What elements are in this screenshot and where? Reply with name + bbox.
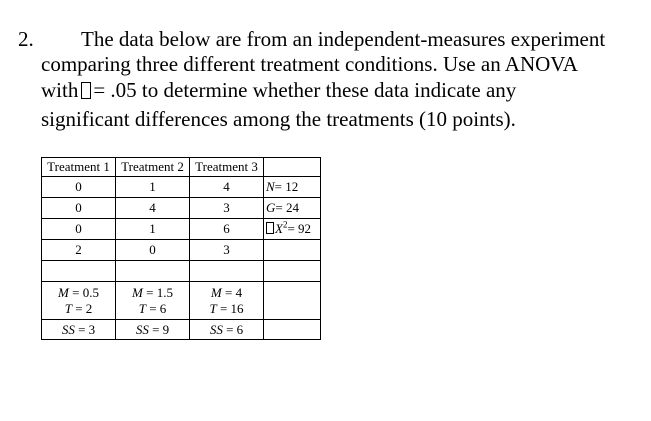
total-treatment-3 (190, 301, 263, 317)
total-label: T (138, 300, 146, 316)
ss-label: SS (61, 321, 75, 337)
stat-x-value: = 92 (287, 221, 312, 236)
ss-treatment-3 (190, 320, 264, 340)
stat-g-value: = 24 (275, 200, 299, 215)
mean-label: M (132, 284, 143, 300)
stat-n-label: N (266, 179, 275, 194)
question-line-3 (41, 78, 516, 102)
table-cell: 3 (190, 198, 264, 219)
data-table (41, 157, 321, 340)
table-cell: 0 (116, 240, 190, 261)
stat-g-label: G (266, 200, 276, 215)
total-value: = 6 (149, 300, 167, 316)
ss-value: = 6 (226, 321, 244, 337)
mean-value: = 4 (225, 284, 243, 300)
mean-treatment-3 (190, 285, 263, 301)
table-row (42, 240, 321, 261)
summary-treatment-1 (42, 282, 116, 320)
table-cell: 1 (116, 219, 190, 240)
mean-treatment-1 (42, 285, 115, 301)
table-cell: 0 (42, 219, 116, 240)
ss-value: = 9 (152, 321, 170, 337)
header-empty (264, 158, 321, 177)
header-treatment-1: Treatment 1 (42, 158, 116, 177)
table-cell: 1 (116, 177, 190, 198)
mean-value: = 1.5 (146, 284, 173, 300)
table-cell-empty (116, 261, 190, 282)
mean-label: M (210, 284, 222, 300)
table-header-row (42, 158, 321, 177)
table-cell: 6 (190, 219, 264, 240)
table-cell: 0 (42, 198, 116, 219)
ss-value: = 3 (78, 321, 96, 337)
question-line-3-start: with (41, 78, 79, 102)
summary-treatment-2 (116, 282, 190, 320)
table-cell: 3 (190, 240, 264, 261)
mean-treatment-2 (116, 285, 189, 301)
table-cell-empty (264, 282, 321, 320)
question-number: 2. (18, 27, 34, 51)
question-line-2: comparing three different treatment conditions. Use an ANOVA (41, 52, 578, 76)
table-row (42, 198, 321, 219)
table-cell: 4 (116, 198, 190, 219)
table-cell: 2 (42, 240, 116, 261)
stat-g (264, 198, 321, 219)
summary-treatment-3 (190, 282, 264, 320)
mean-value: = 0.5 (72, 284, 99, 300)
sigma-missing-glyph-icon (266, 222, 274, 234)
table-cell-empty (264, 320, 321, 340)
ss-row (42, 320, 321, 340)
summary-row (42, 282, 321, 320)
header-treatment-2: Treatment 2 (116, 158, 190, 177)
table-cell-empty (190, 261, 264, 282)
ss-label: SS (209, 321, 223, 337)
stat-x-label: X (275, 221, 283, 236)
header-treatment-3: Treatment 3 (190, 158, 264, 177)
stat-n (264, 177, 321, 198)
table-row (42, 219, 321, 240)
question-line-1: The data below are from an independent-measures experiment (81, 27, 606, 51)
table-cell-empty (264, 261, 321, 282)
total-value: = 2 (75, 300, 93, 316)
alpha-missing-glyph-icon (81, 82, 91, 99)
total-value: = 16 (219, 300, 244, 316)
total-label: T (64, 300, 72, 316)
stat-x-superscript: 2 (282, 219, 288, 230)
ss-treatment-1 (42, 320, 116, 340)
total-treatment-2 (116, 301, 189, 317)
stat-sum-x-squared (264, 219, 321, 240)
mean-label: M (58, 284, 69, 300)
question-line-4: significant differences among the treatments (10 points). (41, 107, 516, 131)
stat-n-value: = 12 (274, 179, 299, 194)
table-cell-empty (264, 240, 321, 261)
ss-label: SS (135, 321, 149, 337)
total-treatment-1 (42, 301, 115, 317)
table-cell: 4 (190, 177, 264, 198)
question-line-3-end: = .05 to determine whether these data indicate any (93, 78, 517, 102)
table-row (42, 177, 321, 198)
table-cell: 0 (42, 177, 116, 198)
total-label: T (209, 300, 217, 316)
table-cell-empty (42, 261, 116, 282)
table-spacer-row (42, 261, 321, 282)
ss-treatment-2 (116, 320, 190, 340)
